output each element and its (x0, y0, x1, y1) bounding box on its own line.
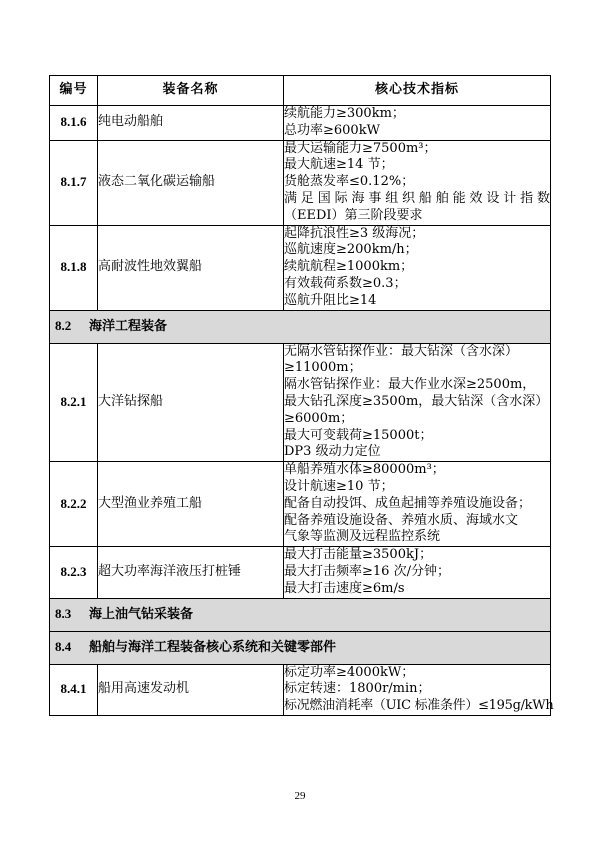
section-heading (50, 598, 551, 631)
indicator-line: 标况燃油消耗率（UIC 标准条件）≤195g/kWh (284, 698, 554, 714)
header-equipment-name: 装备名称 (98, 76, 284, 106)
indicator-list (284, 225, 551, 310)
indicator-list (284, 106, 551, 141)
equipment-name: 高耐波性地效翼船 (98, 225, 284, 310)
indicator-list (284, 140, 551, 225)
indicator-line: 最大钻孔深度≥3500m，最大钻深（含水深） (284, 393, 549, 409)
item-number: 8.1.8 (50, 225, 98, 310)
section-number: 8.3 (55, 605, 72, 621)
header-core-indicators: 核心技术指标 (284, 76, 551, 106)
indicator-line: ≥6000m； (284, 410, 354, 426)
indicator-line: 标定功率≥4000kW； (284, 664, 415, 680)
indicator-line: 总功率≥600kW (284, 122, 380, 138)
item-number: 8.1.7 (50, 140, 98, 225)
indicator-line: 续航能力≥300km； (284, 106, 405, 121)
table-row (50, 462, 551, 547)
indicator-line: 标定转速：1800r/min； (284, 681, 431, 697)
section-number: 8.4 (55, 638, 72, 654)
section-row-8-3 (50, 598, 551, 631)
equipment-name: 船用高速发动机 (98, 664, 284, 715)
table-row (50, 664, 551, 715)
table-header-row (50, 76, 551, 106)
indicator-list (284, 664, 554, 715)
indicator-line: 巡航升阻比≥14 (284, 292, 377, 308)
indicator-line: 隔水管钻探作业：最大作业水深≥2500m， (284, 377, 536, 393)
indicator-line: 最大打击能量≥3500kJ； (284, 547, 433, 563)
indicator-list (284, 547, 551, 598)
indicator-line: 单船养殖水体≥80000m³； (284, 462, 445, 478)
equipment-name: 纯电动船舶 (98, 106, 284, 141)
table-row (50, 140, 551, 225)
indicator-line: 有效载荷系数≥0.3； (284, 275, 407, 291)
indicator-line: 最大打击频率≥16 次/分钟； (284, 563, 450, 579)
equipment-name: 液态二氧化碳运输船 (98, 140, 284, 225)
equipment-name: 超大功率海洋液压打桩锤 (98, 547, 284, 598)
table-row (50, 106, 551, 141)
indicator-line: （EEDI）第三阶段要求 (284, 207, 423, 223)
indicator-line: 设计航速≥10 节； (284, 478, 394, 494)
indicator-line: 续航航程≥1000km； (284, 259, 414, 275)
indicator-line: 气象等监测及远程监控系统 (284, 529, 441, 545)
table-row (50, 225, 551, 310)
indicator-list (284, 462, 551, 547)
page-number: 29 (294, 790, 306, 802)
equipment-name: 大洋钻探船 (98, 343, 284, 462)
section-number: 8.2 (55, 317, 72, 333)
item-number: 8.2.3 (50, 547, 98, 598)
indicator-line: 巡航速度≥200km/h； (284, 242, 418, 258)
indicator-line: DP3 级动力定位 (284, 444, 381, 460)
indicator-line: 货舱蒸发率≤0.12%； (284, 174, 415, 190)
table-row (50, 547, 551, 598)
section-heading (50, 310, 551, 343)
item-number: 8.1.6 (50, 106, 98, 141)
indicator-line: 起降抗浪性≥3 级海况； (284, 225, 425, 241)
indicator-line: 最大航速≥14 节； (284, 157, 394, 173)
indicator-line: 最大打击速度≥6m/s (284, 580, 405, 596)
indicator-line: 最大运输能力≥7500m³； (284, 140, 437, 156)
indicator-line: 配备自动投饵、成鱼起捕等养殖设施设备； (284, 495, 532, 511)
section-row-8-4 (50, 631, 551, 664)
section-title: 海洋工程装备 (89, 318, 168, 334)
table-row (50, 343, 551, 462)
indicator-line: 无隔水管钻探作业：最大钻深（含水深） (284, 343, 519, 359)
equipment-spec-table (49, 75, 554, 716)
equipment-name: 大型渔业养殖工船 (98, 462, 284, 547)
indicator-list (284, 343, 551, 462)
indicator-line: 满足国际海事组织船舶能效设计指数 (284, 190, 550, 206)
section-title: 海上油气钻采装备 (89, 606, 194, 622)
section-title: 船舶与海洋工程装备核心系统和关键零部件 (89, 639, 337, 655)
indicator-line: 最大可变载荷≥15000t； (284, 427, 433, 443)
item-number: 8.2.2 (50, 462, 98, 547)
section-row-8-2 (50, 310, 551, 343)
header-number: 编号 (50, 76, 98, 106)
section-heading (50, 631, 551, 664)
indicator-line: 配备养殖设施设备、养殖水质、海域水文 (284, 512, 519, 528)
item-number: 8.2.1 (50, 343, 98, 462)
item-number: 8.4.1 (50, 664, 98, 715)
indicator-line: ≥11000m； (284, 360, 362, 376)
